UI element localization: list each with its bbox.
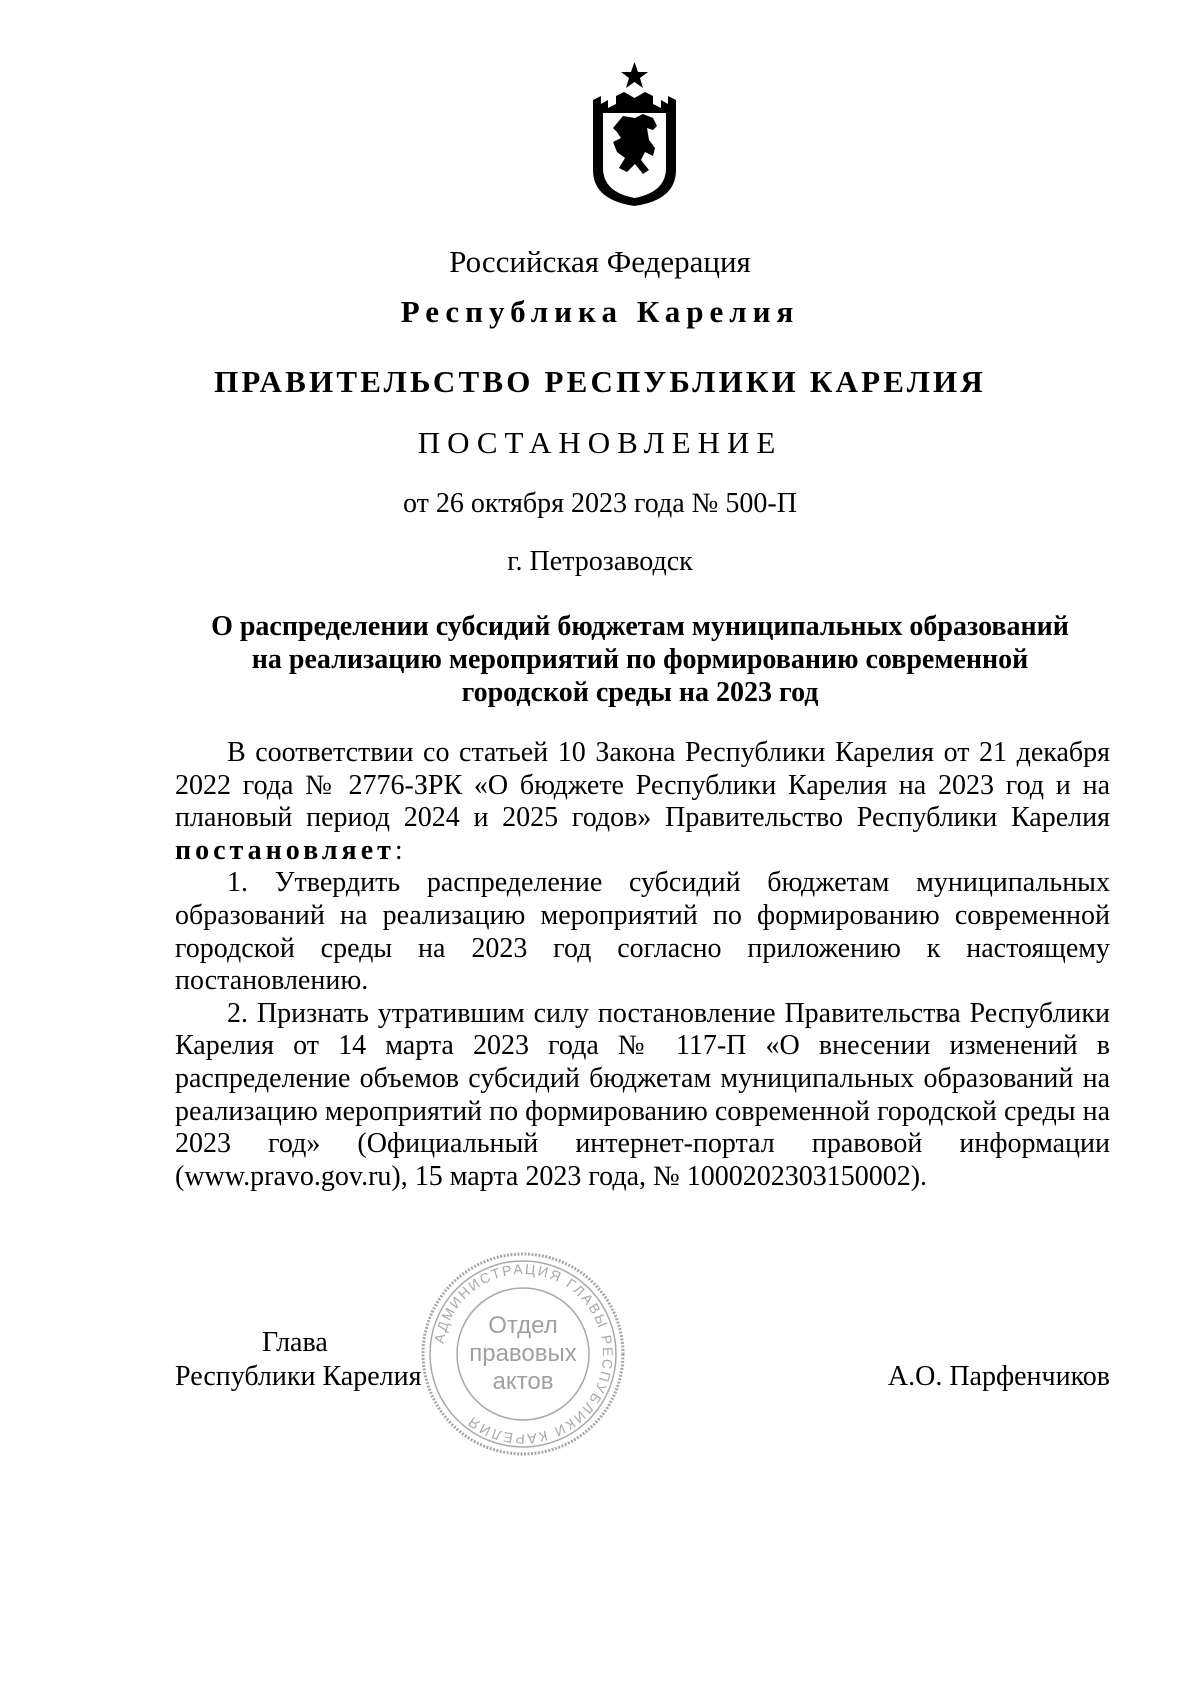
title-line: О распределении субсидий бюджетам муниципальных образований [211, 611, 1069, 642]
document-date-number: от 26 октября 2023 года № 500-П [403, 488, 797, 519]
signatory-name: А.О. Парфенчиков [887, 1361, 1110, 1392]
stamp-center-line: Отдел [488, 1312, 558, 1339]
stamp-center-line: актов [492, 1368, 554, 1395]
resolves-word: постановляет [175, 834, 395, 866]
country-name: Российская Федерация [449, 244, 751, 279]
title-line: городской среды на 2023 год [461, 677, 819, 708]
government-name: ПРАВИТЕЛЬСТВО РЕСПУБЛИКИ КАРЕЛИЯ [214, 364, 986, 399]
resolves-suffix: : [394, 834, 403, 866]
preamble-paragraph [175, 737, 1110, 867]
item-1-paragraph: 1. Утвердить распределение субсидий бюджетам муниципальных образований на реализацию мероприятий по формированию современной городской среды на 2023 год согласно приложению к настоящему постановлению. [175, 867, 1110, 997]
document-body [175, 737, 1110, 1193]
signatory-position-line1: Глава [262, 1327, 328, 1358]
preamble-text: В соответствии со статьей 10 Закона Республики Карелия от 21 декабря 2022 года № 2776-ЗРК «О бюджете Республики Карелия на 2023 год и на плановый период 2024 и 2025 годов» Правительство Республики Карелия [175, 737, 1110, 834]
official-stamp [418, 1249, 628, 1459]
republic-name: Республика Карелия [400, 294, 800, 329]
item-2-paragraph: 2. Признать утратившим силу постановление Правительства Республики Карелия от 14 марта 2023 года № 117-П «О внесении изменений в распределение объемов субсидий бюджетам муниципальных образований на реализацию мероприятий по формированию современной городской среды на 2023 год» (Официальный интернет-портал правовой информации (www.pravo.gov.ru), 15 марта 2023 года, № 1000202303150002). [175, 997, 1110, 1192]
document-type: ПОСТАНОВЛЕНИЕ [417, 425, 783, 460]
stamp-ring-text: АДМИНИСТРАЦИЯ ГЛАВЫ РЕСПУБЛИКИ КАРЕЛИЯ [430, 1260, 617, 1448]
signatory-position-line2: Республики Карелия [175, 1361, 422, 1392]
karelia-coat-of-arms-icon [583, 60, 686, 208]
document-title [170, 610, 1110, 709]
title-line: на реализацию мероприятий по формированию современной [251, 644, 1029, 675]
document-city: г. Петрозаводск [507, 546, 693, 577]
stamp-center-line: правовых [469, 1340, 577, 1367]
